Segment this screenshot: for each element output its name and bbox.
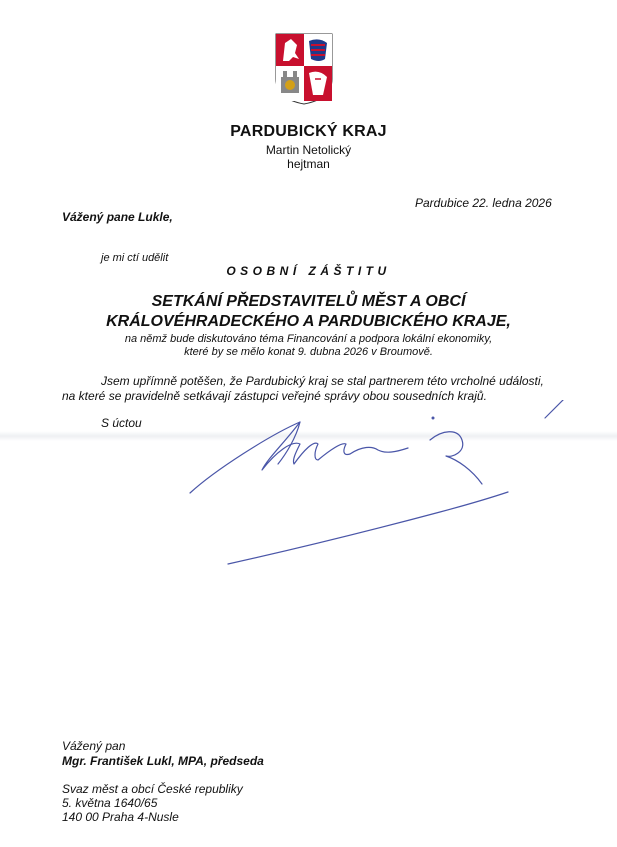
governor-name: Martin Netolický	[265, 143, 352, 157]
event-subtitle-line2: které by se mělo konat 9. dubna 2026 v Broumově.	[184, 346, 433, 358]
letter-date: Pardubice 22. ledna 2026	[415, 196, 552, 210]
event-title-line2: KRÁLOVÉHRADECKÉHO A PARDUBICKÉHO KRAJE,	[106, 313, 511, 330]
signature-icon	[0, 400, 617, 580]
governor-role: hejtman	[287, 157, 330, 171]
patronage-title: OSOBNÍ ZÁŠTITU	[226, 264, 391, 278]
closing: S úctou	[101, 416, 142, 430]
recipient-city: 140 00 Praha 4-Nusle	[62, 810, 179, 824]
recipient-street: 5. května 1640/65	[62, 796, 158, 810]
event-subtitle-line1: na němž bude diskutováno téma Financování a podpora lokální ekonomiky,	[124, 333, 493, 345]
body-line1: Jsem upřímně potěšen, že Pardubický kraj se stal partnerem této vrcholné události,	[101, 374, 544, 388]
body-line2: na které se pravidelně setkávají zástupci veřejné správy obou sousedních krajů.	[62, 389, 487, 403]
organization-name: PARDUBICKÝ KRAJ	[230, 123, 387, 140]
recipient-organization: Svaz měst a obcí České republiky	[62, 782, 243, 796]
intro-text: je mi ctí udělit	[101, 252, 169, 264]
coat-of-arms-icon	[275, 33, 333, 105]
event-title-line1: SETKÁNÍ PŘEDSTAVITELŮ MĚST A OBCÍ	[151, 293, 466, 310]
salutation: Vážený pane Lukle,	[62, 210, 173, 224]
recipient-greeting: Vážený pan	[62, 739, 126, 753]
recipient-name: Mgr. František Lukl, MPA, předseda	[62, 754, 264, 768]
